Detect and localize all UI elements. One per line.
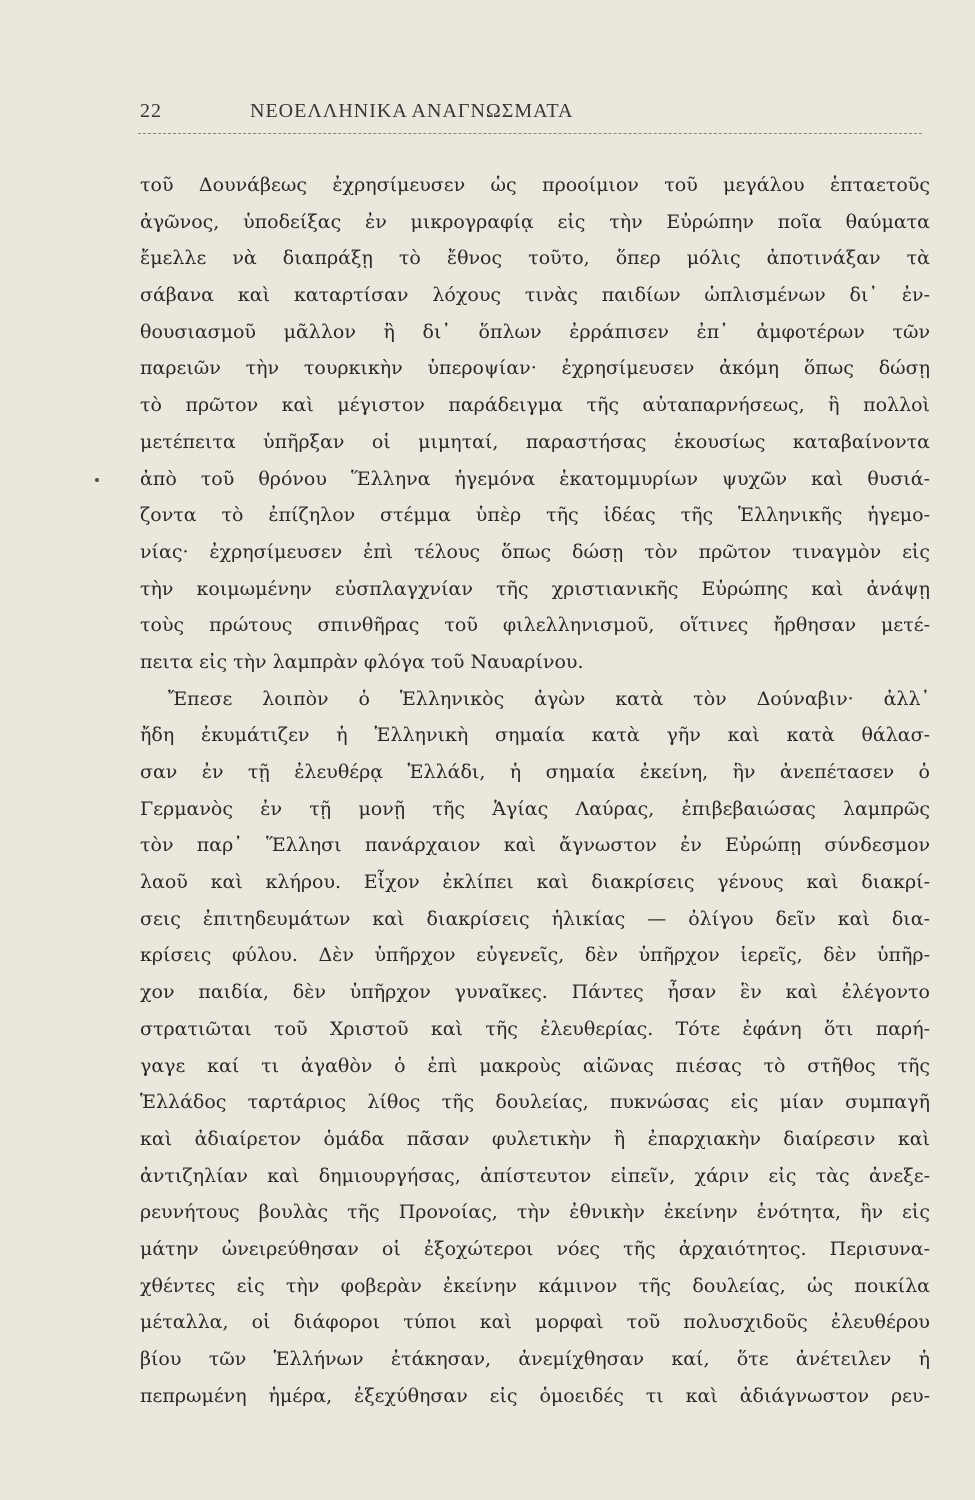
text-line: στρατιῶται τοῦ Χριστοῦ καὶ τῆς ἐλευθερίας. Τότε ἐφάνη ὅτι παρή- [140, 1017, 930, 1040]
text-line: ἀγῶνος, ὑποδείξας ἐν μικρογραφίᾳ εἰς τὴν Εὐρώπην ποῖα θαύματα [140, 210, 930, 233]
text-line: τοῦ Δουνάβεως ἐχρησίμευσεν ὡς προοίμιον τοῦ μεγάλου ἑπταετοῦς [140, 174, 930, 196]
text-line: χον παιδία, δὲν ὑπῆρχον γυναῖκες. Πάντες ἦσαν ἓν καὶ ἐλέγοντο [140, 981, 930, 1004]
text-line: σαν ἐν τῇ ἐλευθέρᾳ Ἑλλάδι, ἡ σημαία ἐκείνη, ἣν ἀνεπέτασεν ὁ [140, 761, 930, 783]
text-line: λαοῦ καὶ κλήρου. Εἶχον ἐκλίπει καὶ διακρίσεις γένους καὶ διακρί- [140, 871, 930, 894]
text-line: γαγε καί τι ἀγαθὸν ὁ ἐπὶ μακροὺς αἰῶνας πιέσας τὸ στῆθος τῆς [140, 1054, 930, 1077]
text-line: βίου τῶν Ἑλλήνων ἐτάκησαν, ἀνεμίχθησαν καί, ὅτε ἀνέτειλεν ἡ [140, 1348, 930, 1370]
page-number: 22 [140, 100, 162, 122]
text-line: καὶ ἀδιαίρετον ὁμάδα πᾶσαν φυλετικὴν ἢ ἐπαρχιακὴν διαίρεσιν καὶ [140, 1127, 930, 1150]
text-line: μέταλλα, οἱ διάφοροι τύποι καὶ μορφαὶ τοῦ πολυσχιδοῦς ἐλευθέρου [140, 1311, 930, 1334]
text-line: μάτην ὠνειρεύθησαν οἱ ἐξοχώτεροι νόες τῆς ἀρχαιότητος. Περισυνα- [140, 1237, 930, 1260]
header-rule [138, 133, 922, 134]
margin-mark [95, 478, 99, 482]
text-line: Γερμανὸς ἐν τῇ μονῇ τῆς Ἁγίας Λαύρας, ἐπιβεβαιώσας λαμπρῶς [140, 797, 930, 820]
text-line: μετέπειτα ὑπῆρξαν οἱ μιμηταί, παραστήσας ἑκουσίως καταβαίνοντα [140, 430, 930, 453]
text-line: πειτα εἰς τὴν λαμπρὰν φλόγα τοῦ Ναυαρίνου. [140, 650, 584, 673]
text-line: θουσιασμοῦ μᾶλλον ἢ δι᾽ ὅπλων ἐρράπισεν ἐπ᾽ ἀμφοτέρων τῶν [140, 320, 930, 343]
text-line: παρειῶν τὴν τουρκικὴν ὑπεροψίαν· ἐχρησίμευσεν ἀκόμη ὅπως δώσῃ [140, 357, 930, 380]
page-header [140, 100, 920, 130]
text-line: τοὺς πρώτους σπινθῆρας τοῦ φιλελληνισμοῦ, οἵτινες ἤρθησαν μετέ- [140, 614, 930, 637]
text-line: ἔμελλε νὰ διαπράξῃ τὸ ἔθνος τοῦτο, ὅπερ μόλις ἀποτινάξαν τὰ [140, 247, 930, 270]
text-line: ρευνήτους βουλὰς τῆς Προνοίας, τὴν ἐθνικὴν ἐκείνην ἑνότητα, ἣν εἰς [140, 1201, 930, 1224]
text-line: ἀντιζηλίαν καὶ δημιουργήσας, ἀπίστευτον εἰπεῖν, χάριν εἰς τὰς ἀνεξε- [140, 1164, 930, 1187]
text-line: σεις ἐπιτηδευμάτων καὶ διακρίσεις ἡλικίας — ὀλίγου δεῖν καὶ δια- [140, 907, 930, 930]
text-line: πεπρωμένη ἡμέρα, ἐξεχύθησαν εἰς ὁμοειδές τι καὶ ἀδιάγνωστον ρευ- [140, 1384, 930, 1407]
text-line: ἤδη ἐκυμάτιζεν ἡ Ἑλληνικὴ σημαία κατὰ γῆν καὶ κατὰ θάλασ- [140, 724, 930, 747]
text-line: τὴν κοιμωμένην εὐσπλαγχνίαν τῆς χριστιανικῆς Εὐρώπης καὶ ἀνάψῃ [140, 577, 930, 600]
text-line: χθέντες εἰς τὴν φοβερὰν ἐκείνην κάμινον τῆς δουλείας, ὡς ποικίλα [140, 1274, 930, 1297]
text-line: τὸν παρ᾽ Ἕλλησι πανάρχαιον καὶ ἄγνωστον ἐν Εὐρώπῃ σύνδεσμον [140, 834, 930, 857]
text-line: νίας· ἐχρησίμευσεν ἐπὶ τέλους ὅπως δώσῃ τὸν πρῶτον τιναγμὸν εἰς [140, 540, 930, 563]
text-line: σάβανα καὶ καταρτίσαν λόχους τινὰς παιδίων ὡπλισμένων δι᾽ ἐν- [140, 284, 930, 307]
text-line: κρίσεις φύλου. Δὲν ὑπῆρχον εὐγενεῖς, δὲν ὑπῆρχον ἱερεῖς, δὲν ὑπῆρ- [140, 944, 930, 967]
text-line: ζοντα τὸ ἐπίζηλον στέμμα ὑπὲρ τῆς ἰδέας τῆς Ἑλληνικῆς ἡγεμο- [140, 504, 930, 527]
text-line: τὸ πρῶτον καὶ μέγιστον παράδειγμα τῆς αὐταπαρνήσεως, ἣ πολλοὶ [140, 394, 930, 417]
text-line: ἀπὸ τοῦ θρόνου Ἕλληνα ἡγεμόνα ἑκατομμυρίων ψυχῶν καὶ θυσιά- [140, 467, 930, 490]
running-title: ΝΕΟΕΛΛΗΝΙΚΑ ΑΝΑΓΝΩΣΜΑΤΑ [250, 100, 574, 122]
body-text [140, 167, 930, 1414]
text-line: Ἑλλάδος ταρτάριος λίθος τῆς δουλείας, πυκνώσας εἰς μίαν συμπαγῆ [140, 1091, 930, 1114]
paragraph-start-line: Ἔπεσε λοιπὸν ὁ Ἑλληνικὸς ἀγὼν κατὰ τὸν Δούναβιν· ἀλλ᾽ [168, 687, 930, 710]
